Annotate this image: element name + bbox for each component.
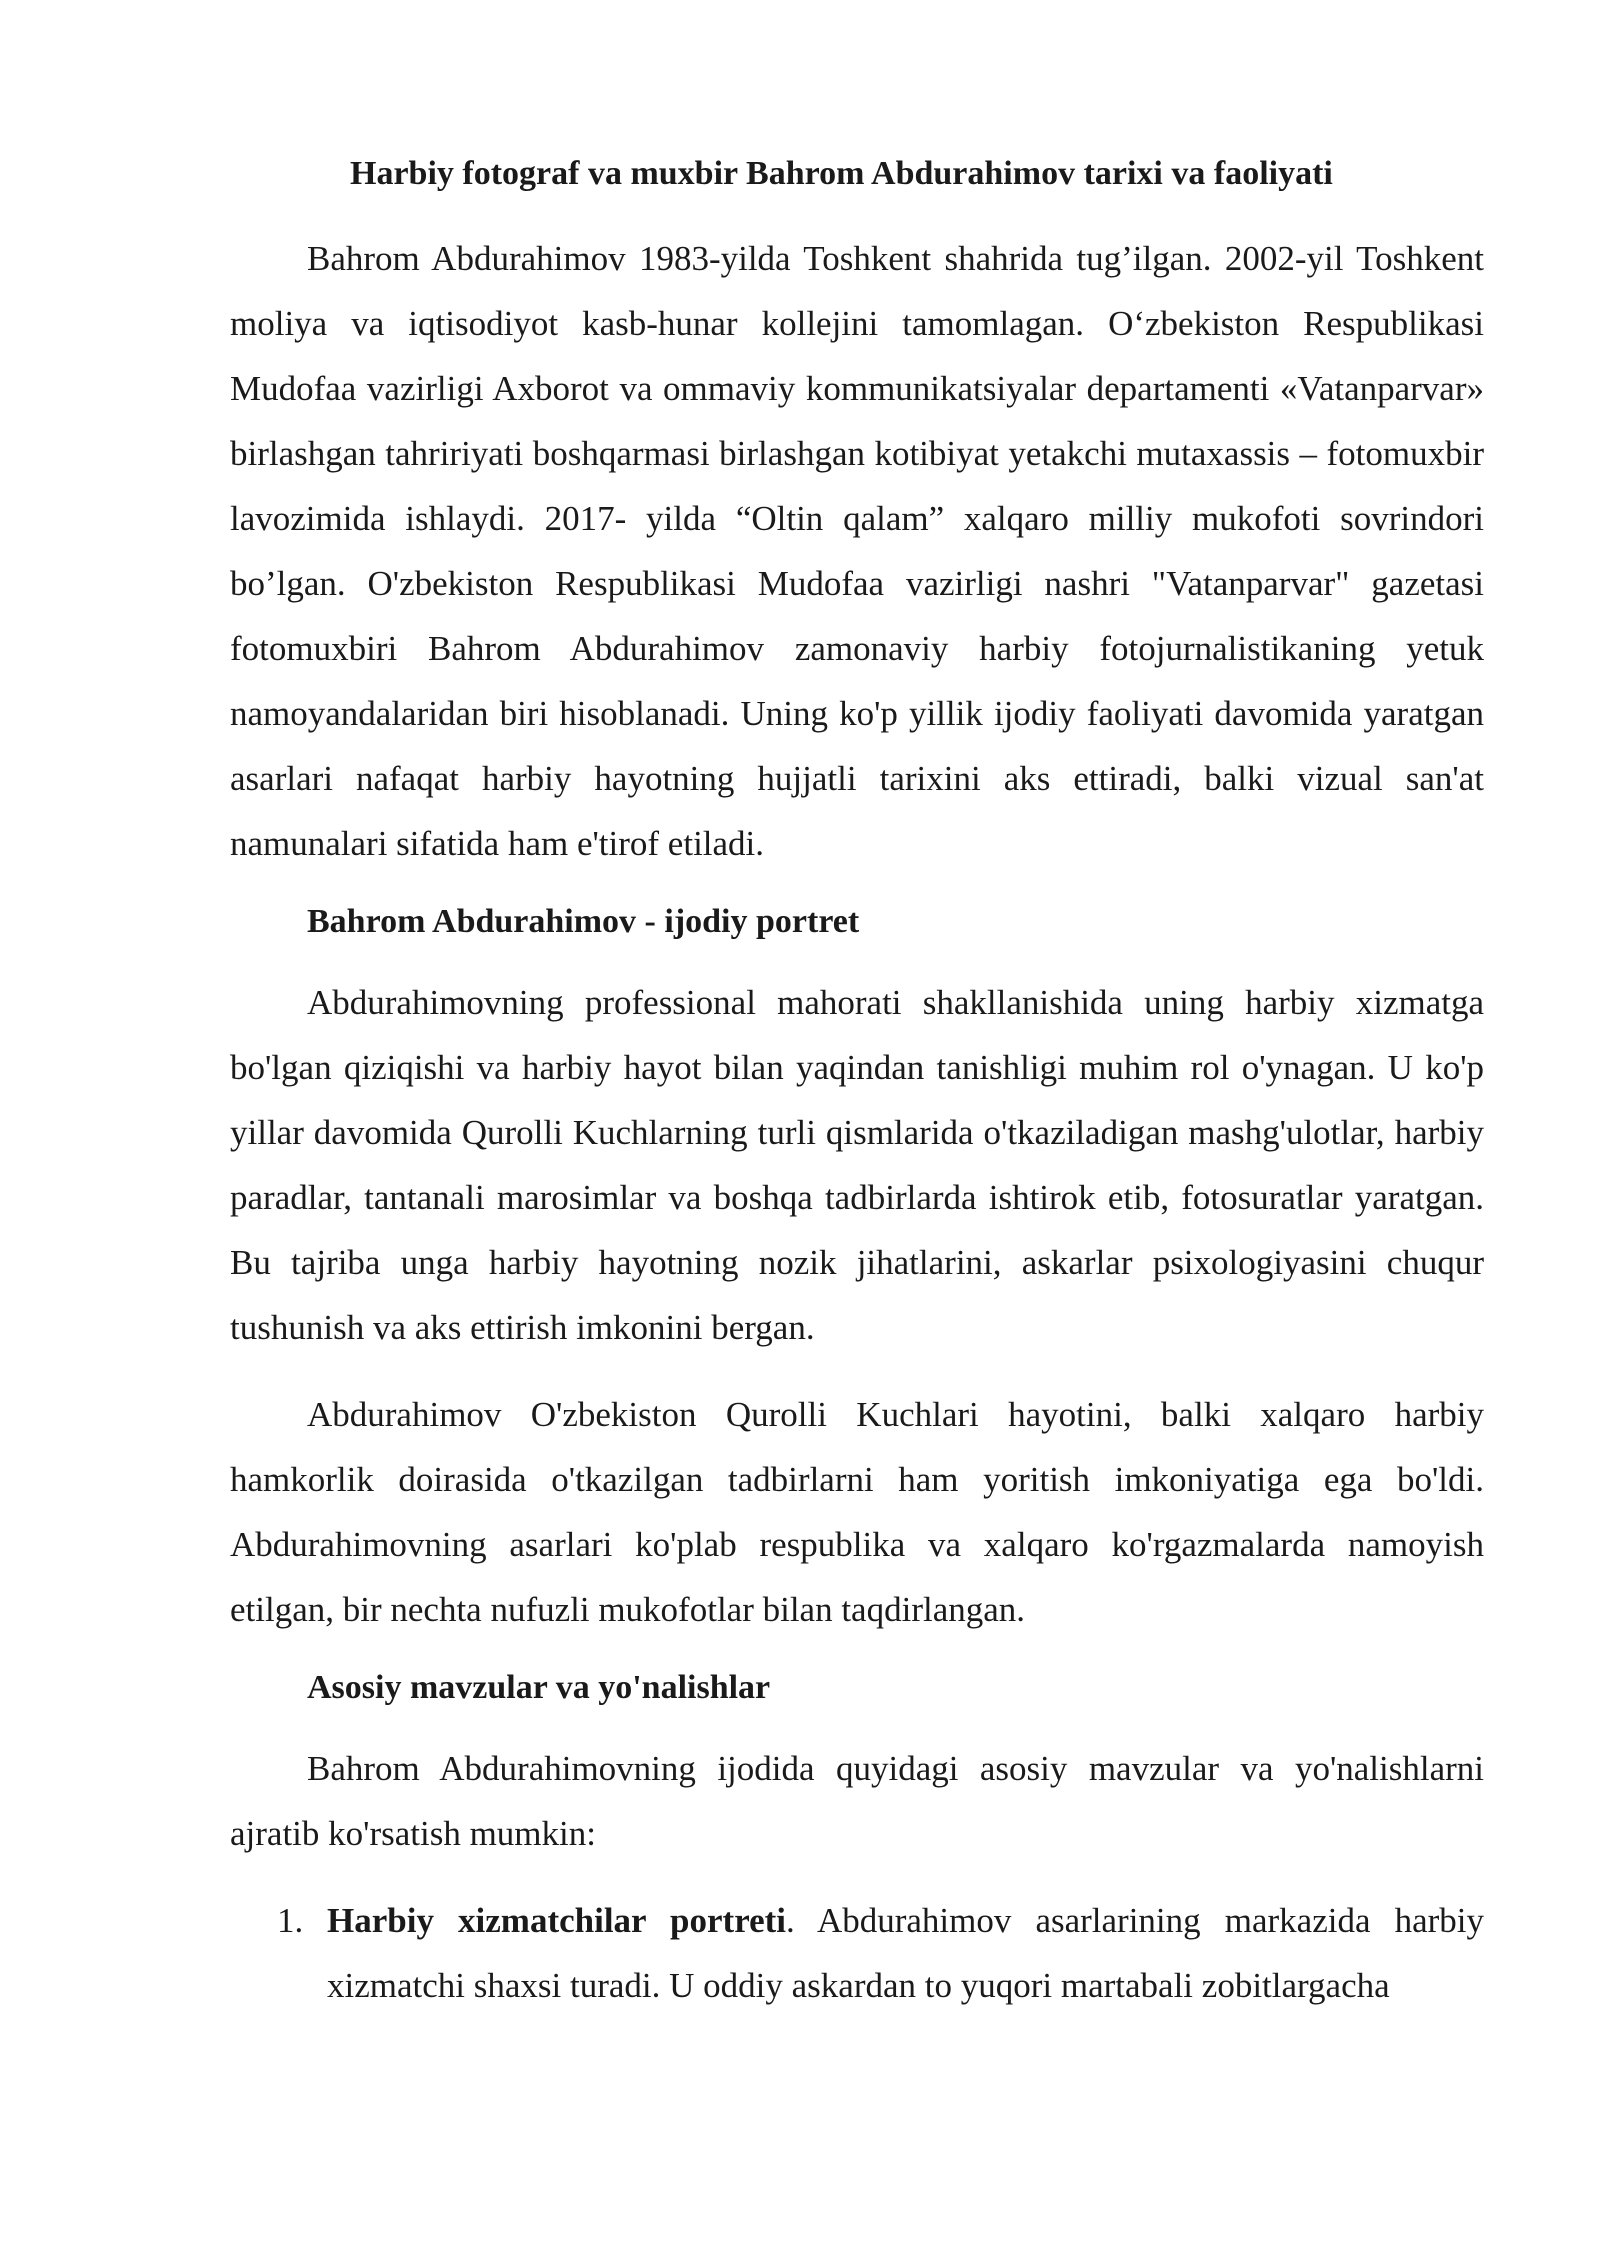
document-title: Harbiy fotograf va muxbir Bahrom Abdurahimov tarixi va faoliyati [350, 155, 1333, 192]
list-item-number: 1. [277, 1901, 304, 1940]
paragraph-exhibitions: Abdurahimov O'zbekiston Qurolli Kuchlari hayotini, balki xalqaro harbiy hamkorlik doirasida o'tkazilgan tadbirlarni ham yoritish imkoniyatiga ega bo'ldi. Abdurahimovning asarlari ko'plab respublika va xalqaro ko'rgazmalarda namoyish etilgan, bir nechta nufuzli mukofotlar bilan taqdirlangan. [230, 1395, 1484, 1629]
list-item-text: . Abdurahimov asarlarining markazida harbiy xizmatchi shaxsi turadi. U oddiy askardan to yuqori martabali zobitlargacha [327, 1901, 1484, 2005]
list-item [230, 1888, 1484, 2018]
paragraph-spacer [230, 1360, 1484, 1382]
section-heading-creative-portrait: Bahrom Abdurahimov - ijodiy portret [307, 903, 860, 940]
paragraph-themes-intro: Bahrom Abdurahimovning ijodida quyidagi asosiy mavzular va yo'nalishlarni ajratib ko'rsatish mumkin: [230, 1749, 1484, 1853]
paragraph-biography: Bahrom Abdurahimov 1983-yilda Toshkent shahrida tug’ilgan. 2002-yil Toshkent moliya va iqtisodiyot kasb-hunar kollejini tamomlagan. O‘zbekiston Respublikasi Mudofaa vazirligi Axborot va ommaviy kommunikatsiyalar departamenti «Vatanparvar» birlashgan tahririyati boshqarmasi birlashgan kotibiyat yetakchi mutaxassis – fotomuxbir lavozimida ishlaydi. 2017- yilda “Oltin qalam” xalqaro milliy mukofoti sovrindori bo’lgan. O'zbekiston Respublikasi Mudofaa vazirligi nashri "Vatanparvar" gazetasi fotomuxbiri Bahrom Abdurahimov zamonaviy harbiy fotojurnalistikaning yetuk namoyandalaridan biri hisoblanadi. Uning ko'p yillik ijodiy faoliyati davomida yaratgan asarlari nafaqat harbiy hayotning hujjatli tarixini aks ettiradi, balki vizual san'at namunalari sifatida ham e'tirof etiladi. [230, 239, 1484, 863]
themes-list [230, 1888, 1484, 2018]
list-item-title: Harbiy xizmatchilar portreti [327, 1901, 787, 1940]
section-heading-main-themes: Asosiy mavzular va yo'nalishlar [307, 1669, 771, 1706]
document-page [230, 148, 1484, 2018]
paragraph-professional-skill: Abdurahimovning professional mahorati shakllanishida uning harbiy xizmatga bo'lgan qiziqishi va harbiy hayot bilan yaqindan tanishligi muhim rol o'ynagan. U ko'p yillar davomida Qurolli Kuchlarning turli qismlarida o'tkaziladigan mashg'ulotlar, harbiy paradlar, tantanali marosimlar va boshqa tadbirlarda ishtirok etib, fotosuratlar yaratgan. Bu tajriba unga harbiy hayotning nozik jihatlarini, askarlar psixologiyasini chuqur tushunish va aks ettirish imkonini bergan. [230, 983, 1484, 1347]
paragraph-spacer [230, 1866, 1484, 1888]
